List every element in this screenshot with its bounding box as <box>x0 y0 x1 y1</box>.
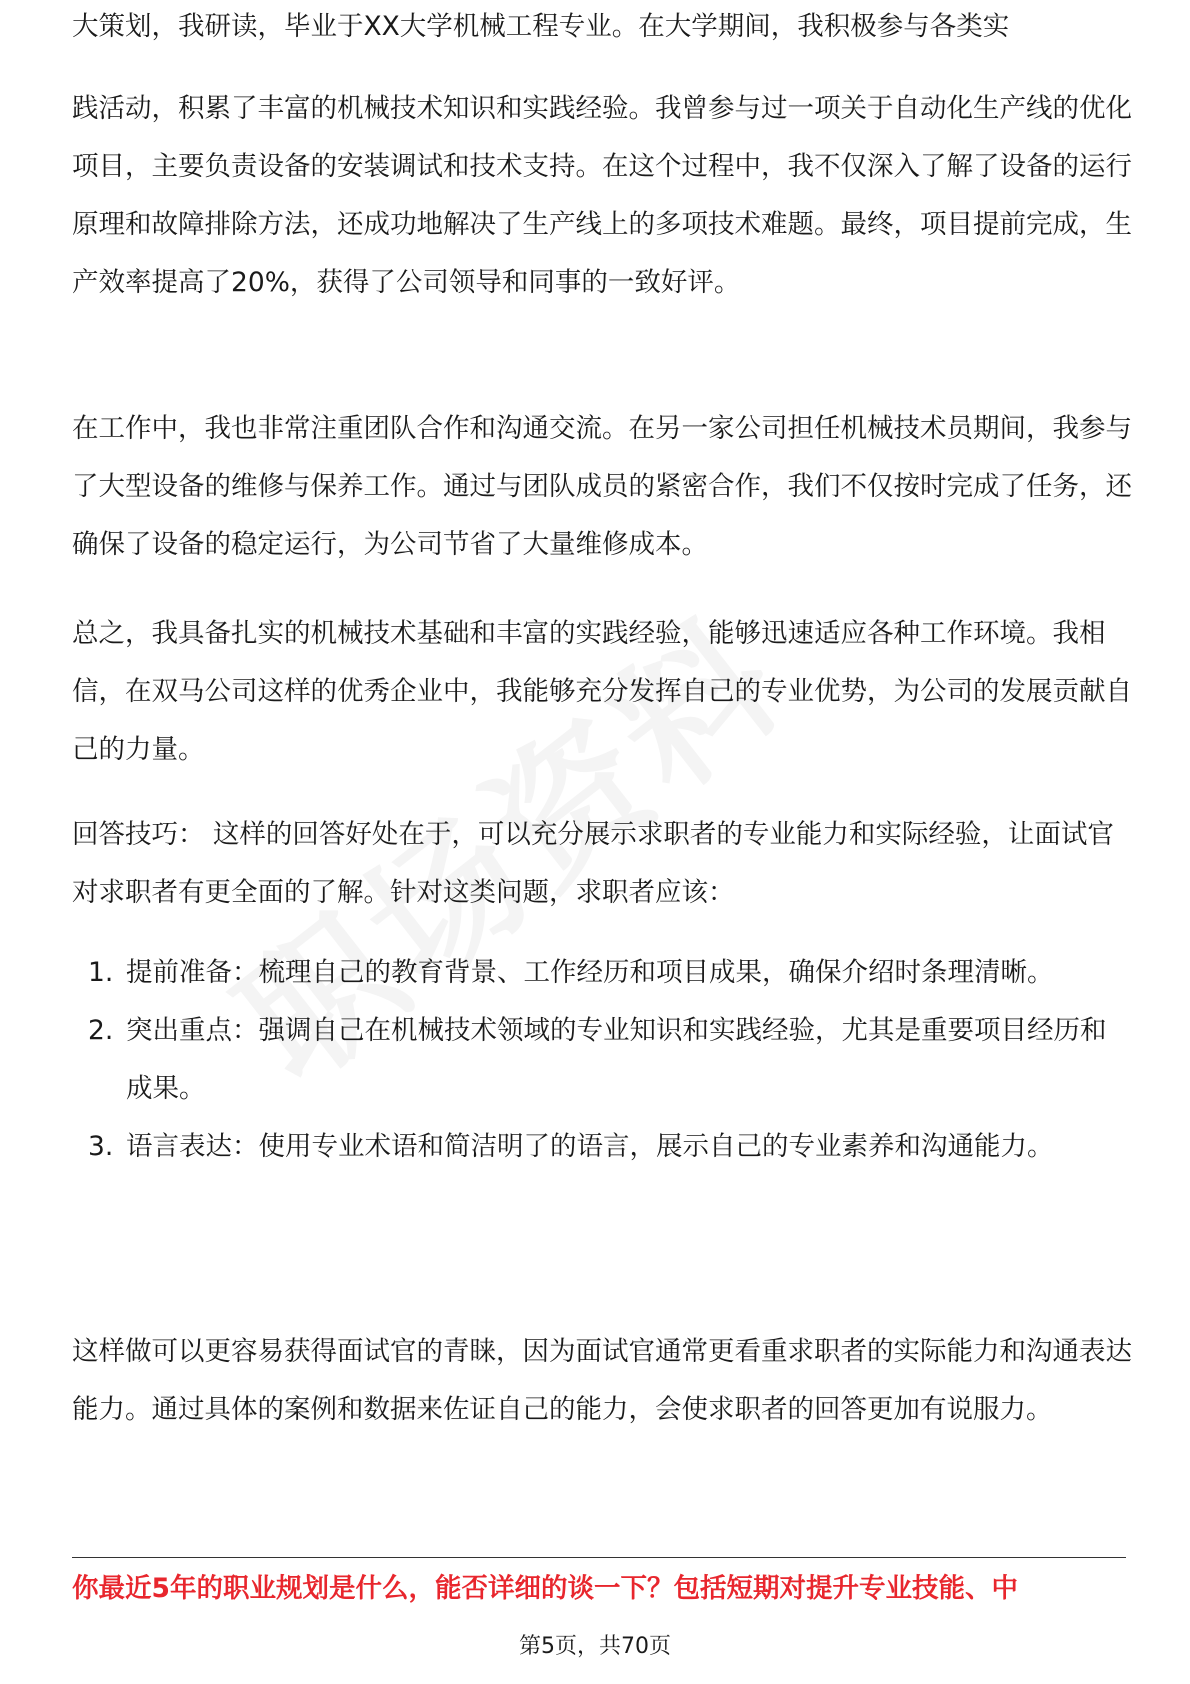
cut-off-top-line: 大策划，我研读，毕业于XX大学机械工程专业。在大学期间，我积极参与各类实 <box>72 11 1010 42</box>
list-item-text: 语言表达：使用专业术语和简洁明了的语言，展示自己的专业素养和沟通能力。 <box>126 1131 1054 1162</box>
list-item-number: 1. <box>88 957 114 988</box>
list-item <box>72 1118 1132 1176</box>
paragraph-closing: 这样做可以更容易获得面试官的青睐，因为面试官通常更看重求职者的实际能力和沟通表达能力。通过具体的案例和数据来佐证自己的能力，会使求职者的回答更加有说服力。 <box>72 1336 1132 1425</box>
paragraph-experience: 践活动，积累了丰富的机械技术知识和实践经验。我曾参与过一项关于自动化生产线的优化项目，主要负责设备的安装调试和技术支持。在这个过程中，我不仅深入了解了设备的运行原理和故障排除方法，还成功地解决了生产线上的多项技术难题。最终，项目提前完成，生产效率提高了20%，获得了公司领导和同事的一致好评。 <box>72 93 1132 298</box>
tips-list <box>72 944 1132 1176</box>
list-item-number: 2. <box>88 1015 114 1046</box>
page-number-footer: 第5页，共70页 <box>519 1634 671 1659</box>
paragraph-summary: 总之，我具备扎实的机械技术基础和丰富的实践经验，能够迅速适应各种工作环境。我相信，在双马公司这样的优秀企业中，我能够充分发挥自己的专业优势，为公司的发展贡献自己的力量。 <box>72 618 1132 765</box>
list-item-number: 3. <box>88 1131 114 1162</box>
paragraph-teamwork: 在工作中，我也非常注重团队合作和沟通交流。在另一家公司担任机械技术员期间，我参与了大型设备的维修与保养工作。通过与团队成员的紧密合作，我们不仅按时完成了任务，还确保了设备的稳定运行，为公司节省了大量维修成本。 <box>72 413 1132 560</box>
paragraph-answer-tips: 回答技巧： 这样的回答好处在于，可以充分展示求职者的专业能力和实际经验，让面试官对求职者有更全面的了解。针对这类问题，求职者应该： <box>72 819 1114 908</box>
list-item <box>72 1002 1132 1118</box>
list-item-text: 提前准备：梳理自己的教育背景、工作经历和项目成果，确保介绍时条理清晰。 <box>126 957 1054 988</box>
section-divider <box>72 1557 1126 1558</box>
next-question-heading: 你最近5年的职业规划是什么，能否详细的谈一下？包括短期对提升专业技能、中 <box>72 1573 1018 1604</box>
list-item-text: 突出重点：强调自己在机械技术领域的专业知识和实践经验，尤其是重要项目经历和成果。 <box>126 1015 1107 1104</box>
list-item <box>72 944 1132 1002</box>
